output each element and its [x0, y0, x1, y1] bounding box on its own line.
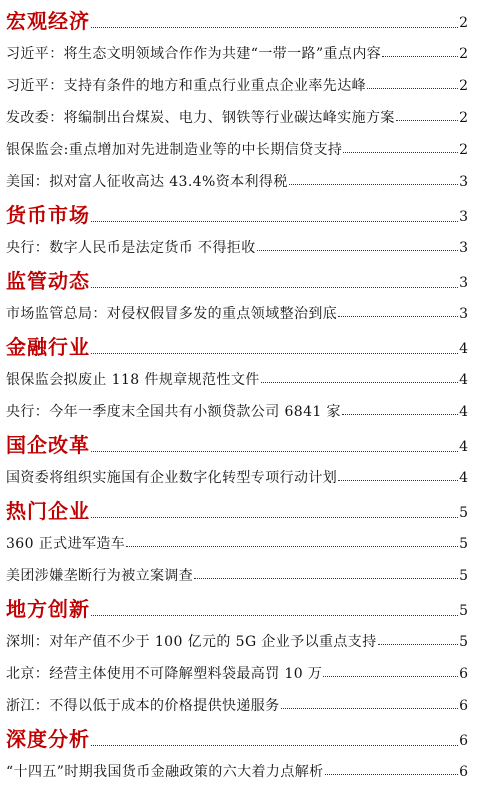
dot-leader [91, 745, 458, 746]
dot-leader [378, 644, 458, 645]
entry-title: 习近平：将生态文明领域合作作为共建“一带一路”重点内容 [6, 46, 382, 62]
entry-title: 国资委将组织实施国有企业数字化转型专项行动计划 [6, 470, 338, 486]
dot-leader [91, 451, 458, 452]
toc-entry[interactable] [6, 458, 468, 490]
page-number: 2 [459, 46, 468, 62]
toc-entry[interactable] [6, 98, 468, 130]
entry-title: 北京：经营主体使用不可降解塑料袋最高罚 10 万 [6, 666, 323, 682]
section-title: 宏观经济 [6, 9, 90, 33]
toc-section-heading[interactable] [6, 260, 468, 294]
section-title: 监管动态 [6, 269, 90, 293]
page-number: 4 [459, 470, 468, 486]
dot-leader [91, 615, 458, 616]
page-number: 3 [459, 174, 468, 190]
toc-entry[interactable] [6, 654, 468, 686]
page-number: 5 [459, 603, 468, 619]
toc-section-heading[interactable] [6, 490, 468, 524]
entry-title: 美团涉嫌垄断行为被立案调查 [6, 568, 194, 584]
toc-section-heading[interactable] [6, 194, 468, 228]
page-number: 4 [459, 404, 468, 420]
page-number: 2 [459, 15, 468, 31]
toc-section-heading[interactable] [6, 424, 468, 458]
page-number: 5 [459, 568, 468, 584]
dot-leader [261, 382, 458, 383]
page-number: 3 [459, 209, 468, 225]
page-number: 5 [459, 536, 468, 552]
entry-title: “十四五”时期我国货币金融政策的六大着力点解析 [6, 764, 324, 780]
dot-leader [91, 221, 458, 222]
dot-leader [323, 676, 458, 677]
toc-entry[interactable] [6, 66, 468, 98]
toc-entry[interactable] [6, 130, 468, 162]
entry-title: 美国：拟对富人征收高达 43.4%资本利得税 [6, 174, 288, 190]
toc-entry[interactable] [6, 686, 468, 718]
toc-entry[interactable] [6, 622, 468, 654]
page-number: 4 [459, 439, 468, 455]
entry-title: 习近平：支持有条件的地方和重点行业重点企业率先达峰 [6, 78, 366, 94]
toc-entry[interactable] [6, 294, 468, 326]
dot-leader [289, 184, 458, 185]
dot-leader [257, 250, 458, 251]
page-number: 6 [459, 666, 468, 682]
page-number: 5 [459, 634, 468, 650]
dot-leader [126, 546, 458, 547]
entry-title: 360 正式进军造车 [6, 536, 126, 552]
page-number: 3 [459, 275, 468, 291]
entry-title: 银保监会拟废止 118 件规章规范性文件 [6, 372, 260, 388]
page-number: 4 [459, 341, 468, 357]
page-number: 2 [459, 142, 468, 158]
section-title: 深度分析 [6, 727, 90, 751]
page-number: 6 [459, 698, 468, 714]
page-number: 6 [459, 733, 468, 749]
entry-title: 市场监管总局：对侵权假冒多发的重点领域整治到底 [6, 306, 338, 322]
toc-entry[interactable] [6, 752, 468, 784]
toc-entry[interactable] [6, 392, 468, 424]
toc-entry[interactable] [6, 556, 468, 588]
page-number: 3 [459, 240, 468, 256]
dot-leader [91, 27, 458, 28]
toc-entry[interactable] [6, 524, 468, 556]
toc-entry[interactable] [6, 162, 468, 194]
dot-leader [342, 414, 458, 415]
toc-entry[interactable] [6, 228, 468, 260]
section-title: 地方创新 [6, 597, 90, 621]
entry-title: 银保监会:重点增加对先进制造业等的中长期信贷支持 [6, 142, 343, 158]
dot-leader [91, 517, 458, 518]
toc-entry[interactable] [6, 34, 468, 66]
entry-title: 浙江：不得以低于成本的价格提供快递服务 [6, 698, 280, 714]
section-title: 金融行业 [6, 335, 90, 359]
page-number: 2 [459, 110, 468, 126]
dot-leader [91, 353, 458, 354]
dot-leader [91, 287, 458, 288]
toc-section-heading[interactable] [6, 588, 468, 622]
toc-section-heading[interactable] [6, 718, 468, 752]
toc-section-heading[interactable] [6, 326, 468, 360]
section-title: 国企改革 [6, 433, 90, 457]
page-number: 4 [459, 372, 468, 388]
entry-title: 深圳：对年产值不少于 100 亿元的 5G 企业予以重点支持 [6, 634, 377, 650]
dot-leader [194, 578, 458, 579]
dot-leader [338, 316, 458, 317]
entry-title: 发改委：将编制出台煤炭、电力、钢铁等行业碳达峰实施方案 [6, 110, 395, 126]
entry-title: 央行：数字人民币是法定货币 不得拒收 [6, 240, 256, 256]
section-title: 热门企业 [6, 499, 90, 523]
section-title: 货币市场 [6, 203, 90, 227]
toc-section-heading[interactable] [6, 0, 468, 34]
dot-leader [281, 708, 458, 709]
dot-leader [382, 56, 458, 57]
dot-leader [338, 480, 458, 481]
toc-entry[interactable] [6, 360, 468, 392]
table-of-contents [6, 0, 468, 784]
dot-leader [367, 88, 458, 89]
dot-leader [343, 152, 458, 153]
dot-leader [325, 774, 459, 775]
page-number: 6 [459, 764, 468, 780]
page-number: 2 [459, 78, 468, 94]
entry-title: 央行：今年一季度末全国共有小额贷款公司 6841 家 [6, 404, 341, 420]
page-number: 3 [459, 306, 468, 322]
page-number: 5 [459, 505, 468, 521]
dot-leader [396, 120, 458, 121]
